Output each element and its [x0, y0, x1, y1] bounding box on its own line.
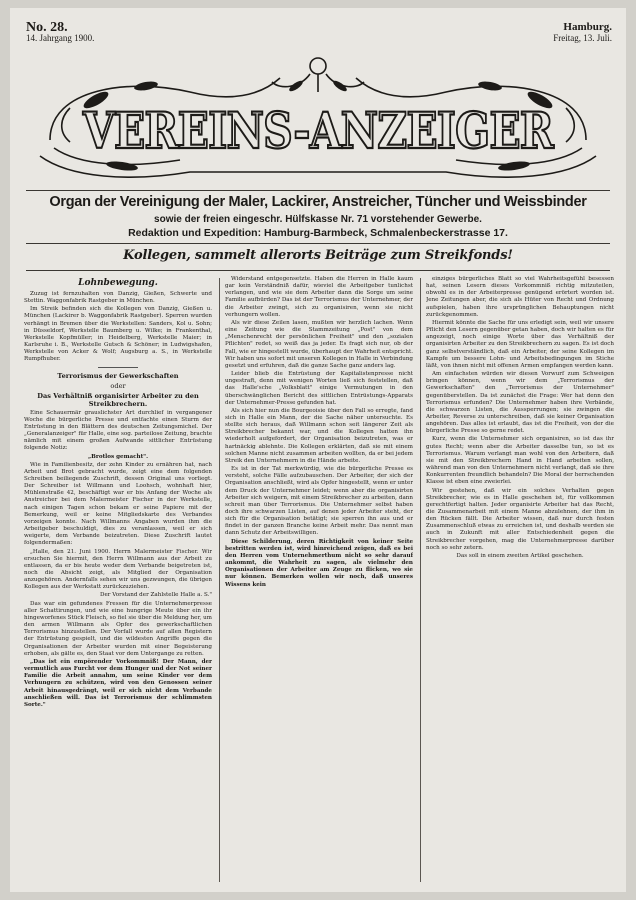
col3-p2: Hiermit könnte die Sache für uns erledigt sein, weil wir unsere Pflicht den Lesern gegenüber getan haben, doch wir halten es für angezeigt, noch einige Worte über das Verhältniß der organisirten Arbeiter zu den Streikbrechern zu sagen. Es ist doch ganz selbstverständlich, daß ein Arbeiter, der seine Kollegen im Kampfe um bessere Lohn- und Arbeitsbedingungen im Stiche läßt, von ihnen nicht mit offenen Armen empfangen werden kann. [426, 319, 614, 369]
col2-p4: Als sich hier nun die Bourgeoisie über den Fall so erregte, fand sich in Halle ein Mann, der die Sache näher untersuchte. Es stellte sich heraus, daß Willmann schon seit längerer Zeit als Streikbrecher bekannt war, und die Kollegen hatten ihn wiederholt aufgefordert, der Organisation beizutreten, was er hartnäckig ablehnte. Die Kollegen erklärten, daß sie mit einem solchen Manne nicht zusammen arbeiten wollten, da er bei jedem Streik den Unternehmern in die Hände arbeite. [225, 407, 413, 464]
col2-p1: Widerstand entgegensetzte. Haben die Herren in Halle kaum gar kein Verständniß dafür, wieviel die Arbeitgeber tunlichst verlangen, und wie sie dem Arbeiter dann die Sorge um seine Familie aufbürden? Das ist der Terrorismus der Unternehmer, der die Arbeiter zwingt, sich zu organisiren, wenn sie nicht verhungern wollen. [225, 276, 413, 318]
issue-info-right [502, 22, 612, 44]
col2-p6: Diese Schilderung, deren Richtigkeit von keiner Seite bestritten werden ist, wird hinreichend zeigen, daß es bei den Herren vom Unternehmerthum nicht so sehr darauf ankommt, die Wahrheit zu sagen, als vielmehr den Organisationen der Arbeiter am Zeuge zu flicken, wo sie nur können. Bemerken wollen wir noch, daß unseres Wissens kein [225, 538, 413, 588]
col2-p2: Als wir diese Zeilen lasen, mußten wir herzlich lachen. Wenn eine Zeitung wie die Stammzeitung „Post" von dem „Menschenrecht der persönlichen Freiheit" und den „sozialen Pflichten" redet, so weiß das ja jeder. Es fragt sich nur, ob der Fall, wie er hingestellt wurde, überhaupt der Wahrheit entspricht. Wir haben uns sofort mit unseren Kollegen in Halle in Verbindung gesetzt und erfuhren, daß die ganze Sache ganz anders lag. [225, 319, 413, 369]
heading-lohnbewegung: Lohnbewegung. [78, 278, 158, 288]
redaktion-line: Redaktion und Expedition: Hamburg-Barmbeck, Schmalenbeckerstrasse 17. [128, 227, 508, 239]
volume-date: 14. Jahrgang 1900. [26, 33, 95, 43]
col2-p3: Leider blieb die Entrüstung der Kapitalistenpresse nicht ungestraft, denn mit wenigen Worten ließ sich feststellen, daß das Halle'sche „Volksblatt" einige Vermutungen in den überschwänglichen Bericht des sittlichen Entrüstungs-Apparats der Unternehmer-Presse gefunden hat. [225, 371, 413, 406]
col2-p5: Es ist in der Tat merkwürdig, wie die bürgerliche Presse es versteht, solche Fälle aufzubauschen. Der Arbeiter, der sich der Organisation anschließt, wird als Opfer hingestellt, wenn er unter dem Druck der Unternehmer leidet; wenn aber die organisirten Arbeiter sich weigern, mit einem Streikbrecher zu arbeiten, dann schreit man über Terrorismus. Die Unternehmer selbst haben doch ihre schwarzen Listen, auf denen jeder Arbeiter steht, der sich für die Organisation betätigt; sie sperren ihn aus und er findet in der ganzen Branche keine Arbeit mehr. Das nennt man dann Schutz der Arbeitswilligen. [225, 466, 413, 537]
issue-number: No. 28. [26, 20, 68, 35]
col3-p1: einziges bürgerliches Blatt so viel Wahrheitsgefühl besessen hat, seinen Lesern dieses Vorkommniß richtig mitzuteilen, obwohl es in der Arbeiterpresse genügend erörtert worden ist. Jene Zeitungen aber, die sich als Hüter von Recht und Ordnung aufspielen, haben ihre ursprünglichen Behauptungen nicht zurückgenommen. [426, 276, 614, 318]
heading-oder: oder [110, 381, 126, 390]
appeal-headline: Kollegen, sammelt allerorts Beiträge zum Streikfonds! [123, 248, 513, 263]
masthead-title: VEREINS-ANZEIGER [82, 101, 555, 160]
organ-line: Organ der Vereinigung der Maler, Lackirer, Anstreicher, Tüncher und Weissbinder [49, 194, 587, 210]
col1-p3: Eine Schauermär grauslichster Art durchlief in vergangener Woche die bürgerliche Presse und entfachte einen Sturm der Entrüstung in den Blättern des deutschen Zeitungsmichel. Der „Generalanzeiger" für Halle, eine sog. parteilose Zeitung, brachte nämlich mit einem großen Aufwande sittlicher Entrüstung folgende Notiz: [24, 409, 212, 452]
col1-p6: Das war ein gefundenes Fressen für die Unternehmerpresse aller Schattirungen, und wie eine hungrige Meute über ein ihr hingeworfenes Stück Fleisch, so fiel sie über die Meldung her, um den armen Willmann als Opfer des gewerkschaftlichen Terrorismus hinzustellen. Der Vorfall wurde auf allen Registern der Entrüstung gespielt, und die wildesten Angriffe gegen die Organisationen der Arbeiter wurden mit einer Begeisterung erhoben, als gälte es, den Staat vor dem Untergange zu retten. [24, 600, 212, 657]
col3-p4: Kurz, wenn die Unternehmer sich organisiren, so ist das ihr gutes Recht; wenn aber die Arbeiter dasselbe tun, so ist es Terrorismus. Warum verlangt man wohl von den Arbeitern, daß sie mit den Streikbrechern Hand in Hand arbeiten sollen, während man von den Unternehmern nicht verlangt, daß sie ihre Konkurrenten freundlich behandeln? Die Moral der herrschenden Klasse ist eben eine zweierlei. [426, 436, 614, 486]
col3-p3: Am einfachsten würden wir diesen Vorwurf zum Schweigen bringen können, wenn wir dem „Terrorismus der Gewerkschaften" den „Terrorismus der Unternehmer" gegenüberstellen. Da ist zunächst die Frage: Wer hat denn den Terrorismus erfunden? Die Unternehmer haben ihre Verbände, die schwarzen Listen, die Aussperrungen; sie zwingen die Arbeiter, Reverse zu unterschreiben, daß sie keiner Organisation angehören. Das alles ist erlaubt, das ist die Freiheit, von der die bürgerliche Presse so gerne redet. [426, 371, 614, 435]
article-columns [24, 276, 614, 886]
quote-title: „Brotlos gemacht". [87, 453, 149, 460]
column-2 [225, 276, 413, 886]
issue-info-left [26, 22, 136, 44]
issue-weekday-date: Freitag, 13. Juli. [553, 33, 612, 43]
newspaper-page [10, 8, 626, 892]
col3-p5: Wir gestehen, daß wir ein solches Verhalten gegen Streikbrecher, wie es in Halle geschehen ist, für vollkommen gerechtfertigt halten. Jeder organisirte Arbeiter hat das Recht, die Zusammenarbeit mit einem Manne abzulehnen, der ihm in den Rücken fällt. Die Arbeiter wissen, daß nur durch festen Zusammenschluß etwas zu erreichen ist, und deshalb werden sie auch in Zukunft mit aller Entschiedenheit gegen die Streikbrecher vorgehen, mag die Unternehmerpresse darüber noch so sehr zetern. [426, 487, 614, 551]
column-1 [24, 276, 212, 886]
col1-p1: Zuzug ist fernzuhalten von Danzig, Gießen, Schwerte und Stettin. Waggonfabrik Rastgeber in München. [24, 291, 212, 305]
col1-p5: „Halle, den 21. Juni 1900. Herrn Malermeister Fischer. Wir ersuchen Sie hiermit, den Herrn Willmann aus der Arbeit zu entlassen, da er bis heute weder dem Verbande beigetreten ist, noch die Absicht zeigt, als Mitglied der Organisation anzugehören. Andernfalls sehen wir uns gezwungen, die übrigen Kollegen aus der Werkstatt zurückzuziehen. [24, 548, 212, 591]
col1-p4: Wie in Familienbesitz, der zehn Kinder zu ernähren hat, nach Arbeit und Brot gebracht wurde, zeigt eine dem folgenden Schreiben beiliegende Zuschrift, dessen Original uns vorliegt. Der Schreiber ist Willmann und Loohsch, wohnhaft hier, Mühlenstraße 42, beschäftigt war er bis Anfang der Woche als Anstreicher bei dem Malermeister Fischer in der Werkstelle, nach einigen Tagen schon bekam er seine Papiere mit der Bemerkung, weil er keine Mitgliedskarte des Verbandes vorzeigen konnte. Nach Willmanns Angaben wurden ihm die Arbeitgeber beschuldigt, dies zu veranlassen, weil er sich weigerte, dem Verbande beizutreten. Diese Zuschrift lautet folgendermaßen: [24, 461, 212, 547]
sub-line: sowie der freien eingeschr. Hülfskasse Nr. 71 vorstehender Gewerbe. [154, 214, 482, 225]
col1-p2: Im Streik befinden sich die Kollegen von Danzig, Gießen u. München (Lackirer b. Waggonfabrik Rastgeber). Sperren wurden verhängt in Bremen über die Werkstellen: Sanders, Kol u. Sohn; in Düsseldorf, Werkstelle Baumberg u. Wilke; in Frankenthal, Werkstelle Kopfmüller; in Heidelberg, Werkstelle Maier; in Karlsruhe i. B., Werkstelle Gutsch & Schöner; in Ludwigshafen, Werkstelle von Acker & Wolf; Augsburg a. S., in Werkstelle Rumpfhuber. [24, 306, 212, 363]
divider [98, 367, 138, 368]
column-separator [219, 278, 220, 882]
heading-verhaeltnis: Das Verhältniß organisirter Arbeiter zu den Streikbrechern. [37, 391, 199, 408]
col1-p7: „Das ist ein empörender Vorkommniß! Der Mann, der vermutlich aus Furcht vor dem Hunger und der Not seiner Familie die Arbeit annahm, um seine Kinder vor dem Verhungern zu schützen, wird von den Genossen seiner Arbeit hinausgedrängt, weil er sich nicht dem Verbande anschließen will. Das ist Terrorismus der schlimmsten Sorte." [24, 658, 212, 708]
col1-signature: Der Vorstand der Zahlstelle Halle a. S." [99, 592, 212, 599]
column-separator [420, 278, 421, 882]
heading-terrorismus: Terrorismus der Gewerkschaften [57, 371, 179, 380]
masthead [10, 48, 626, 188]
col3-p6: Das soll in einem zweiten Artikel geschehen. [456, 552, 584, 559]
rule-mid [26, 243, 610, 244]
rule-top [26, 190, 610, 191]
rule-bottom [26, 270, 610, 271]
column-3 [426, 276, 614, 886]
issue-city: Hamburg. [563, 21, 612, 33]
